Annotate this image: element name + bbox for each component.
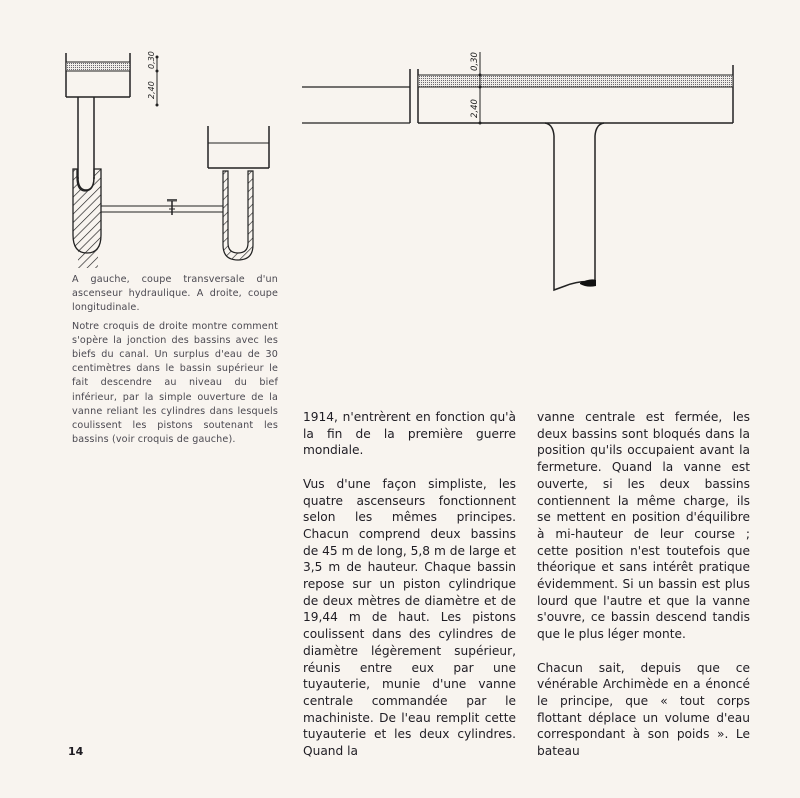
caption-paragraph: Notre croquis de droite montre comment s'opère la jonction des bassins avec les biefs du canal. Un surplus d'eau de 30 centimètres dans le bassin supérieur le fait descendre au niveau du bief inférieur, par la simple ouverture de la vanne reliant les cylindres dans lesquels coulissent les pistons soutenant les bassins (voir croquis de gauche).: [72, 320, 278, 446]
upper-basin: [66, 53, 130, 97]
dimension-label-bottom: 2,40: [470, 99, 480, 118]
dimension-marker: [470, 52, 482, 125]
dimension-marker: [147, 51, 159, 106]
figure-caption: [72, 273, 278, 451]
lower-basin: [208, 126, 269, 168]
longitudinal-section-diagram: [295, 50, 755, 300]
canal-reach: [302, 69, 410, 123]
right-piston: [223, 171, 253, 260]
dimension-label-top: 0,30: [147, 51, 156, 69]
cross-section-diagram: [55, 45, 285, 270]
page-number: 14: [68, 745, 84, 758]
dimension-label-bottom: 2,40: [147, 81, 156, 99]
caption-paragraph: A gauche, coupe transversale d'un ascenseur hydraulique. A droite, coupe longitudinale.: [72, 274, 278, 314]
connecting-pipe: [101, 199, 223, 215]
text-column-right: [537, 409, 750, 776]
basin: [418, 65, 733, 123]
dimension-label-top: 0,30: [470, 52, 480, 71]
body-paragraph: vanne centrale est fermée, les deux bassins sont bloqués dans la position qu'ils occupaient avant la fermeture. Quand la vanne est ouverte, si les deux bassins contiennent la même charge, ils se mettent en position d'équilibre à mi-hauteur de leur course ; cette position n'est toutefois que théorique et sans intérêt pratique évidemment. Si un bassin est plus lourd que l'autre et que la vanne s'ouvre, ce bassin descend tandis que le plus léger monte.: [537, 410, 750, 642]
text-column-middle: [303, 409, 516, 776]
body-paragraph: 1914, n'entrèrent en fonction qu'à la fin de la première guerre mondiale.: [303, 410, 516, 458]
body-paragraph: Chacun sait, depuis que ce vénérable Archimède en a énoncé le principe, que « tout corps flottant déplace un volume d'eau correspondant à son poids ». Le bateau: [537, 660, 750, 759]
left-piston: [73, 97, 101, 268]
piston: [545, 123, 604, 290]
body-paragraph: Vus d'une façon simpliste, les quatre ascenseurs fonctionnent selon les mêmes principes. Chacun comprend deux bassins de 45 m de long, 5,8 m de large et 3,5 m de hauteur. Chaque bassin repose sur un piston cylindrique de deux mètres de diamètre et de 19,44 m de haut. Les pistons coulissent dans des cylindres de diamètre légèrement supérieur, réunis entre eux par une tuyauterie, munie d'une vanne centrale commandée par le machiniste. De l'eau remplit cette tuyauterie et les deux cylindres. Quand la: [303, 476, 516, 759]
